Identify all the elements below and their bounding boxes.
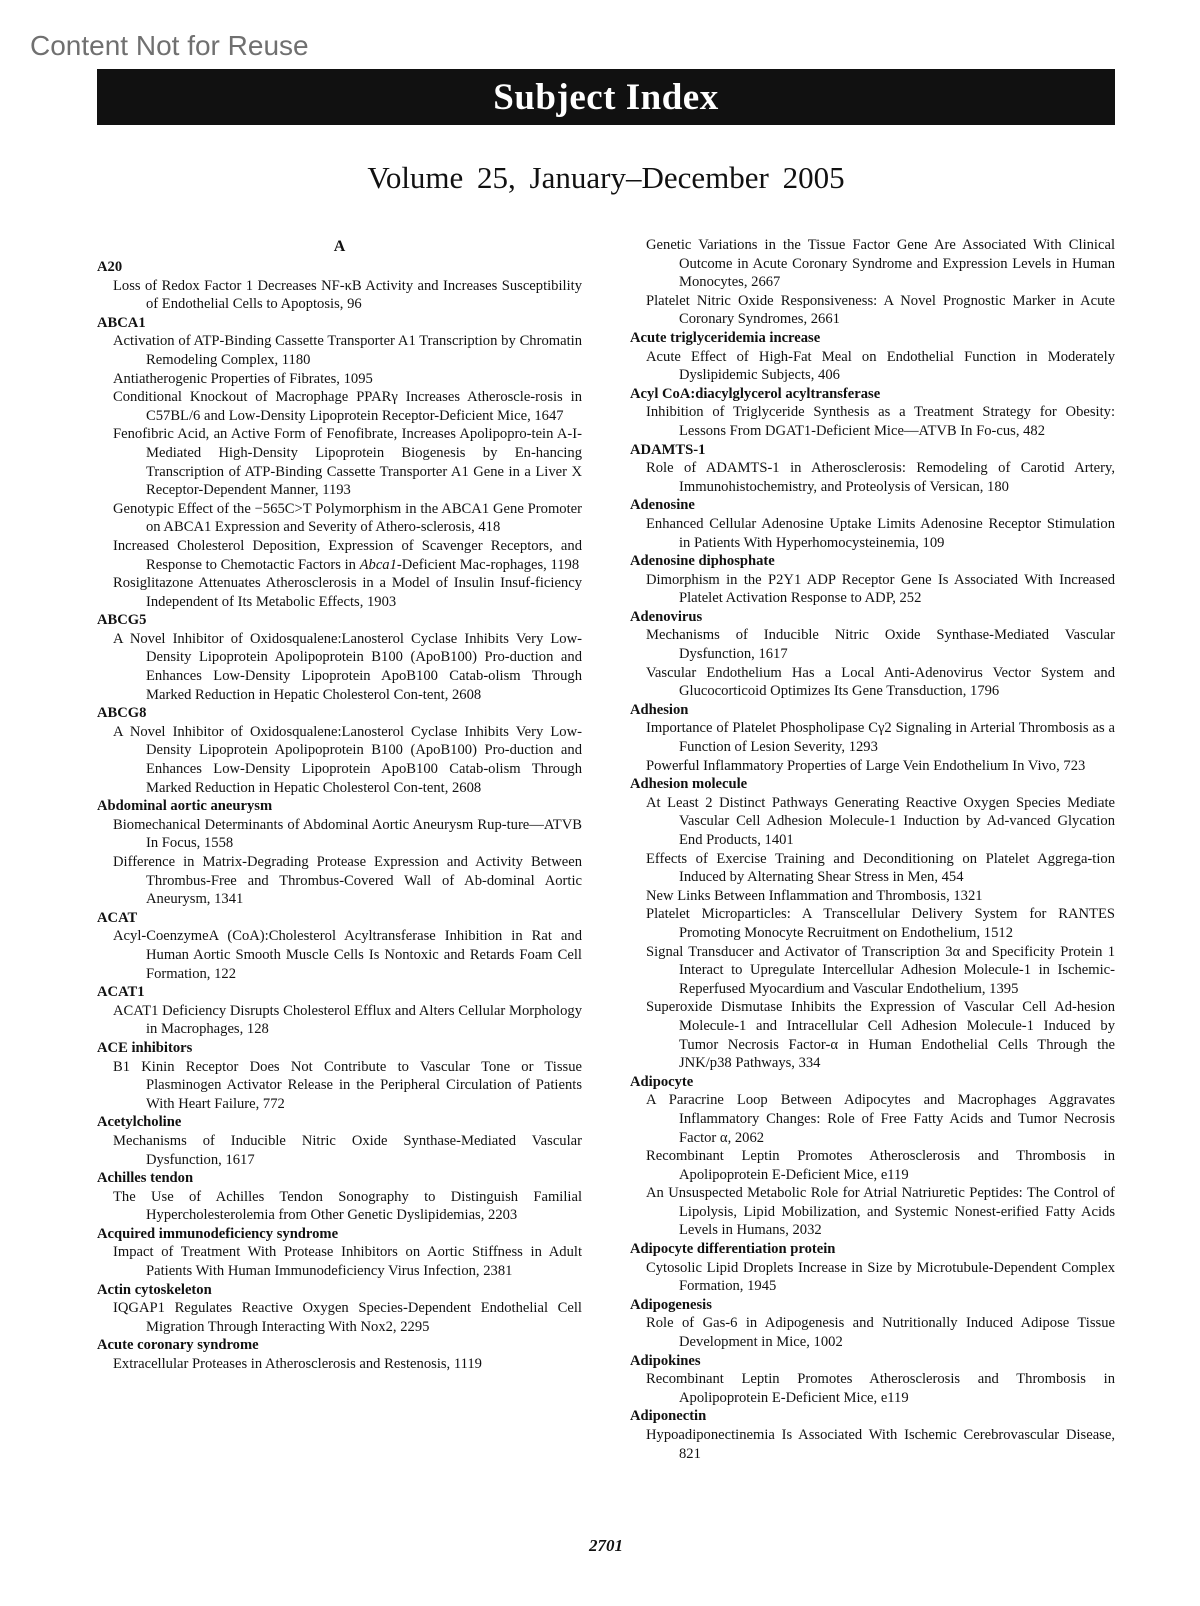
index-entry: Platelet Nitric Oxide Responsiveness: A Novel Prognostic Marker in Acute Coronary Syndromes, 2661 [646,292,1115,328]
index-heading: Adiponectin [630,1408,707,1425]
watermark-text: Content Not for Reuse [30,30,309,61]
index-group-actin-cytoskeleton [97,1281,582,1337]
index-heading: ACAT1 [97,984,145,1001]
index-group-adenovirus [630,608,1115,701]
index-heading: ABCA1 [97,314,146,331]
index-group-adipogenesis [630,1296,1115,1352]
index-entry: Powerful Inflammatory Properties of Large Vein Endothelium In Vivo, 723 [646,757,1086,774]
index-entry: Difference in Matrix-Degrading Protease Expression and Activity Between Thrombus-Free and Thrombus-Covered Wall of Ab-dominal Aortic Aneurysm, 1341 [113,854,582,908]
index-heading: Adipokines [630,1352,701,1369]
index-heading: Adipocyte [630,1073,694,1090]
index-entry: At Least 2 Distinct Pathways Generating Reactive Oxygen Species Mediate Vascular Cell Adhesion Molecule-1 Induction by Ad-vanced Glycation End Products, 1401 [646,794,1115,848]
index-heading: Adhesion [630,701,689,718]
index-entry: Enhanced Cellular Adenosine Uptake Limits Adenosine Receptor Stimulation in Patients With Hyperhomocysteinemia, 109 [646,515,1115,551]
index-entry: Rosiglitazone Attenuates Atherosclerosis in a Model of Insulin Insuf-ficiency Independent of Its Metabolic Effects, 1903 [113,575,582,610]
index-entry: Recombinant Leptin Promotes Atherosclerosis and Thrombosis in Apolipoprotein E-Deficient Mice, e119 [646,1148,1115,1183]
index-entry: IQGAP1 Regulates Reactive Oxygen Species-Dependent Endothelial Cell Migration Through Interacting With Nox2, 2295 [113,1300,582,1335]
index-entry: Signal Transducer and Activator of Transcription 3α and Specificity Protein 1 Interact to Upregulate Intercellular Adhesion Molecule-1 in Ischemic-Reperfused Myocardium and Vascular Endothelium, 1395 [646,943,1115,997]
index-entry: Mechanisms of Inducible Nitric Oxide Synthase-Mediated Vascular Dysfunction, 1617 [113,1132,582,1168]
index-group-abcg8 [97,704,582,797]
index-entry: Extracellular Proteases in Atherosclerosis and Restenosis, 1119 [113,1356,482,1373]
index-heading: Adenovirus [630,608,703,625]
gene-name-italic: Abca1 [359,556,397,573]
index-entry: Inhibition of Triglyceride Synthesis as a Treatment Strategy for Obesity: Lessons From DGAT1-Deficient Mice—ATVB In Fo-cus, 482 [646,404,1115,439]
index-heading: Acute coronary syndrome [97,1337,259,1354]
index-group-continued [630,236,1115,329]
index-entry: Activation of ATP-Binding Cassette Transporter A1 Transcription by Chromatin Remodeling Complex, 1180 [113,333,582,368]
index-entry: The Use of Achilles Tendon Sonography to Distinguish Familial Hypercholesterolemia from Other Genetic Dyslipidemias, 2203 [113,1188,582,1224]
index-column-right [630,236,1115,1463]
index-heading: Actin cytoskeleton [97,1281,212,1298]
index-entry: Genotypic Effect of the −565C>T Polymorphism in the ABCA1 Gene Promoter on ABCA1 Expression and Severity of Athero-sclerosis, 418 [113,500,582,536]
index-entry: New Links Between Inflammation and Thrombosis, 1321 [646,887,983,904]
index-group-acetylcholine [97,1113,582,1169]
index-entry: Mechanisms of Inducible Nitric Oxide Synthase-Mediated Vascular Dysfunction, 1617 [646,627,1115,663]
index-entry: An Unsuspected Metabolic Role for Atrial Natriuretic Peptides: The Control of Lipolysis, Lipid Mobilization, and Systemic Nonest-erified Fatty Acids Levels in Humans, 2032 [646,1185,1115,1239]
index-heading: Abdominal aortic aneurysm [97,798,273,815]
index-group-adipocyte [630,1073,1115,1240]
index-group-acute-coronary-syndrome [97,1336,582,1373]
index-entry: Loss of Redox Factor 1 Decreases NF-κB Activity and Increases Susceptibility of Endothelial Cells to Apoptosis, 96 [113,277,582,313]
index-entry: Acyl-CoenzymeA (CoA):Cholesterol Acyltransferase Inhibition in Rat and Human Aortic Smooth Muscle Cells Is Nontoxic and Retards Foam Cell Formation, 122 [113,928,582,982]
index-group-adiponectin [630,1407,1115,1463]
index-entry: Role of Gas-6 in Adipogenesis and Nutritionally Induced Adipose Tissue Development in Mice, 1002 [646,1315,1115,1351]
index-entry: Recombinant Leptin Promotes Atherosclerosis and Thrombosis in Apolipoprotein E-Deficient Mice, e119 [646,1371,1115,1406]
volume-subtitle: Volume 25, January–December 2005 [367,160,845,195]
index-heading: Acute triglyceridemia increase [630,329,821,346]
index-group-abdominal-aortic-aneurysm [97,797,582,909]
index-entry: Biomechanical Determinants of Abdominal Aortic Aneurysm Rup-ture—ATVB In Focus, 1558 [113,816,582,852]
index-entry: Conditional Knockout of Macrophage PPARγ Increases Atheroscle-rosis in C57BL/6 and Low-Density Lipoprotein Receptor-Deficient Mice, 1647 [113,389,582,424]
index-group-adipokines [630,1352,1115,1408]
index-heading: Achilles tendon [97,1170,194,1187]
section-letter: A [333,238,346,255]
index-heading: Adhesion molecule [630,776,748,793]
index-heading: A20 [97,259,123,275]
index-heading: ACAT [97,909,138,926]
index-group-acat1 [97,983,582,1039]
index-entry: Impact of Treatment With Protease Inhibitors on Aortic Stiffness in Adult Patients With Human Immunodeficiency Virus Infection, 2381 [113,1244,582,1280]
index-heading: ACE inhibitors [97,1039,193,1056]
index-entry: Acute Effect of High-Fat Meal on Endothelial Function in Moderately Dyslipidemic Subjects, 406 [646,348,1115,384]
index-entry: B1 Kinin Receptor Does Not Contribute to Vascular Tone or Tissue Plasminogen Activator Release in the Peripheral Circulation of Patients With Heart Failure, 772 [113,1058,582,1112]
index-group-adipocyte-differentiation-protein [630,1240,1115,1296]
index-entry: Role of ADAMTS-1 in Atherosclerosis: Remodeling of Carotid Artery, Immunohistochemistry, and Proteolysis of Versican, 180 [646,460,1115,495]
index-heading: Adipocyte differentiation protein [630,1241,836,1258]
index-group-abca1 [97,314,582,612]
index-heading: ADAMTS-1 [630,441,706,458]
index-heading: Adipogenesis [630,1296,712,1313]
index-entry: Importance of Platelet Phospholipase Cγ2 Signaling in Arterial Thrombosis as a Function of Lesion Severity, 1293 [646,720,1115,756]
index-group-ace-inhibitors [97,1039,582,1113]
index-group-adhesion-molecule [630,775,1115,1073]
index-heading: Acetylcholine [97,1114,182,1131]
index-group-acquired-immunodeficiency-syndrome [97,1225,582,1281]
index-group-acat [97,909,582,983]
index-entry: A Paracrine Loop Between Adipocytes and Macrophages Aggravates Inflammatory Changes: Role of Free Fatty Acids and Tumor Necrosis Factor α, 2062 [646,1092,1115,1146]
index-group-abcg5 [97,611,582,704]
index-heading: Acquired immunodeficiency syndrome [97,1225,339,1242]
index-entry: Genetic Variations in the Tissue Factor Gene Are Associated With Clinical Outcome in Acute Coronary Syndrome and Expression Levels in Human Monocytes, 2667 [646,237,1115,291]
index-heading: ABCG8 [97,705,147,722]
index-entry: Cytosolic Lipid Droplets Increase in Size by Microtubule-Dependent Complex Formation, 1945 [646,1259,1115,1295]
index-group-achilles-tendon [97,1169,582,1225]
index-group-a20 [97,258,582,314]
index-entry: Hypoadiponectinemia Is Associated With Ischemic Cerebrovascular Disease, 821 [646,1427,1115,1462]
index-group-adenosine [630,496,1115,552]
index-group-acyl-coa-diacylglycerol-acyltransferase [630,385,1115,441]
index-group-adhesion [630,701,1115,775]
index-entry: ACAT1 Deficiency Disrupts Cholesterol Efflux and Alters Cellular Morphology in Macrophages, 128 [113,1002,582,1038]
index-entry: Dimorphism in the P2Y1 ADP Receptor Gene Is Associated With Increased Platelet Activation Response to ADP, 252 [646,571,1115,607]
index-column-left [97,236,582,1374]
index-entry: A Novel Inhibitor of Oxidosqualene:Lanosterol Cyclase Inhibits Very Low-Density Lipoprotein Apolipoprotein B100 (ApoB100) Pro-duction and Enhances Low-Density Lipoprotein ApoB100 Catab-olism Through Marked Reduction in Hepatic Cholesterol Con-tent, 2608 [113,630,582,703]
index-entry: Vascular Endothelium Has a Local Anti-Adenovirus Vector System and Glucocorticoid Optimizes Its Gene Transduction, 1796 [646,664,1115,700]
index-entry: Increased Cholesterol Deposition, Expression of Scavenger Receptors, and Response to Chemotactic Factors in Abca1-Deficient Mac-rophages, 1198 [113,537,582,573]
index-heading: Acyl CoA:diacylglycerol acyltransferase [630,385,881,402]
index-group-acute-triglyceridemia-increase [630,329,1115,385]
index-heading: Adenosine [630,497,695,514]
index-entry: Platelet Microparticles: A Transcellular Delivery System for RANTES Promoting Monocyte Recruitment on Endothelium, 1512 [646,906,1115,941]
index-entry: Fenofibric Acid, an Active Form of Fenofibrate, Increases Apolipopro-tein A-I-Mediated High-Density Lipoprotein Biogenesis by En-hancing Transcription of ATP-Binding Cassette Transporter A1 Gene in a Liver X Receptor-Dependent Manner, 1193 [113,426,582,499]
index-entry: Antiatherogenic Properties of Fibrates, 1095 [113,370,373,387]
index-heading: Adenosine diphosphate [630,553,775,570]
index-group-adamts-1 [630,441,1115,497]
index-entry: Superoxide Dismutase Inhibits the Expression of Vascular Cell Ad-hesion Molecule-1 and Intracellular Cell Adhesion Molecule-1 Induced by Tumor Necrosis Factor-α in Human Endothelial Cells Through the JNK/p38 Pathways, 334 [646,999,1115,1072]
index-entry: A Novel Inhibitor of Oxidosqualene:Lanosterol Cyclase Inhibits Very Low-Density Lipoprotein Apolipoprotein B100 (ApoB100) Pro-duction and Enhances Low-Density Lipoprotein ApoB100 Catab-olism Through Marked Reduction in Hepatic Cholesterol Con-tent, 2608 [113,723,582,796]
index-entry: Effects of Exercise Training and Deconditioning on Platelet Aggrega-tion Induced by Alternating Shear Stress in Men, 454 [646,850,1115,886]
index-heading: ABCG5 [97,612,147,629]
page-title-banner: Subject Index [97,69,1115,125]
index-group-adenosine-diphosphate [630,552,1115,608]
page-number: 2701 [589,1536,623,1555]
